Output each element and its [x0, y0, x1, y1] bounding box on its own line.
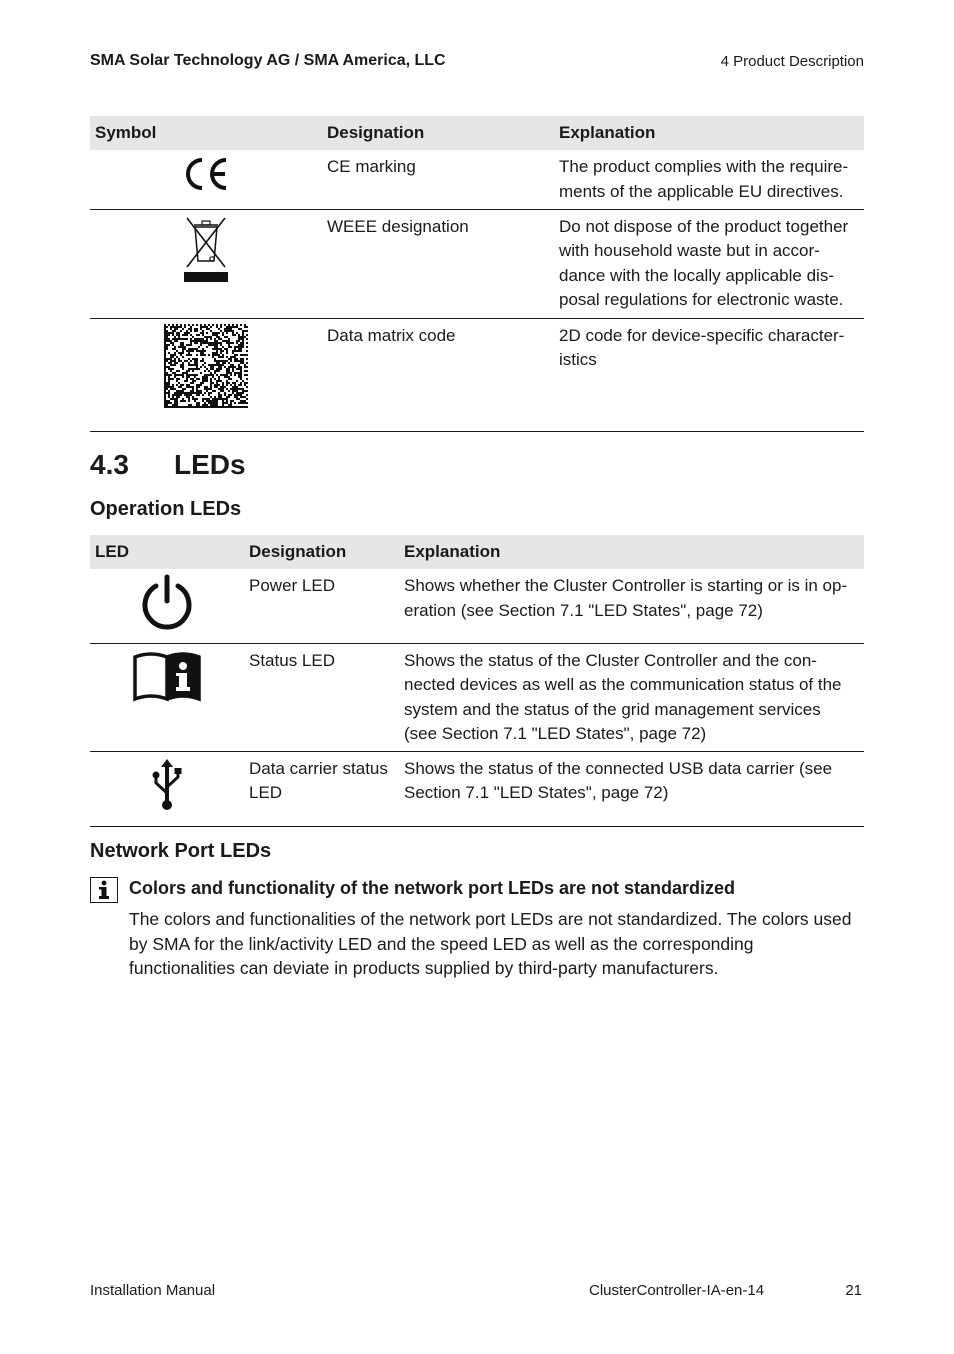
section-number: 4.3	[90, 449, 129, 480]
column-header: Designation	[244, 535, 399, 569]
ce-marking-icon	[182, 155, 230, 193]
symbol-cell	[90, 751, 244, 826]
explanation-cell: Do not dispose of the product together with household waste but in accor- dance with the locally applicable dis- posal regulations for electronic waste.	[554, 209, 864, 318]
footer-doc-type: Installation Manual	[90, 1282, 216, 1299]
table-header-row	[90, 116, 864, 150]
designation-cell: Power LED	[244, 569, 399, 643]
explanation-cell: 2D code for device-specific character- istics	[554, 318, 864, 431]
table-row	[90, 209, 864, 318]
symbol-cell	[90, 643, 244, 751]
explanation-cell: The product complies with the require- ments of the applicable EU directives.	[554, 150, 864, 209]
symbol-cell	[90, 209, 322, 318]
page-number: 21	[845, 1282, 862, 1299]
column-header: Explanation	[399, 535, 864, 569]
symbol-cell	[90, 318, 322, 431]
table-row	[90, 751, 864, 826]
table-row	[90, 318, 864, 431]
designation-cell: WEEE designation	[322, 209, 554, 318]
header-chapter: 4 Product Description	[720, 53, 864, 70]
info-icon	[90, 877, 118, 903]
designation-cell: Data carrier status LED	[244, 751, 399, 826]
designation-cell: Data matrix code	[322, 318, 554, 431]
symbols-table	[90, 116, 864, 432]
manual-info-icon	[131, 649, 203, 703]
column-header: Explanation	[554, 116, 864, 150]
note-title: Colors and functionality of the network port LEDs are not standardized	[129, 878, 736, 898]
symbol-cell	[90, 150, 322, 209]
weee-bin-icon	[182, 215, 230, 283]
table-row	[90, 150, 864, 209]
explanation-cell: Shows whether the Cluster Controller is starting or is in op- eration (see Section 7.1 "LED States", page 72)	[399, 569, 864, 643]
power-icon	[139, 574, 195, 632]
table-row	[90, 569, 864, 643]
table-row	[90, 643, 864, 751]
footer-doc-code: ClusterController-IA-en-14	[589, 1282, 765, 1299]
usb-icon	[150, 757, 184, 813]
designation-cell: CE marking	[322, 150, 554, 209]
column-header: Designation	[322, 116, 554, 150]
header-company: SMA Solar Technology AG / SMA America, LLC	[90, 52, 446, 69]
column-header: LED	[90, 535, 244, 569]
data-matrix-icon	[164, 324, 248, 408]
table-header-row	[90, 535, 864, 569]
note-body: The colors and functionalities of the network port LEDs are not standardized. The colors used by SMA for the link/activity LED and the speed LED as well as the corresponding functionalities can deviate in products supplied by third-party manufacturers.	[129, 909, 852, 979]
explanation-cell: Shows the status of the Cluster Controller and the con- nected devices as well as the communication status of the system and the status of the grid management services (see Section 7.1 "LED States", page 72)	[399, 643, 864, 751]
column-header: Symbol	[90, 116, 322, 150]
section-title: LEDs	[174, 449, 246, 480]
subsection-heading: Network Port LEDs	[90, 840, 272, 862]
symbol-cell	[90, 569, 244, 643]
subsection-heading: Operation LEDs	[90, 498, 242, 520]
operation-leds-table	[90, 535, 864, 827]
section-heading	[90, 449, 246, 481]
explanation-cell: Shows the status of the connected USB data carrier (see Section 7.1 "LED States", page 72)	[399, 751, 864, 826]
designation-cell: Status LED	[244, 643, 399, 751]
